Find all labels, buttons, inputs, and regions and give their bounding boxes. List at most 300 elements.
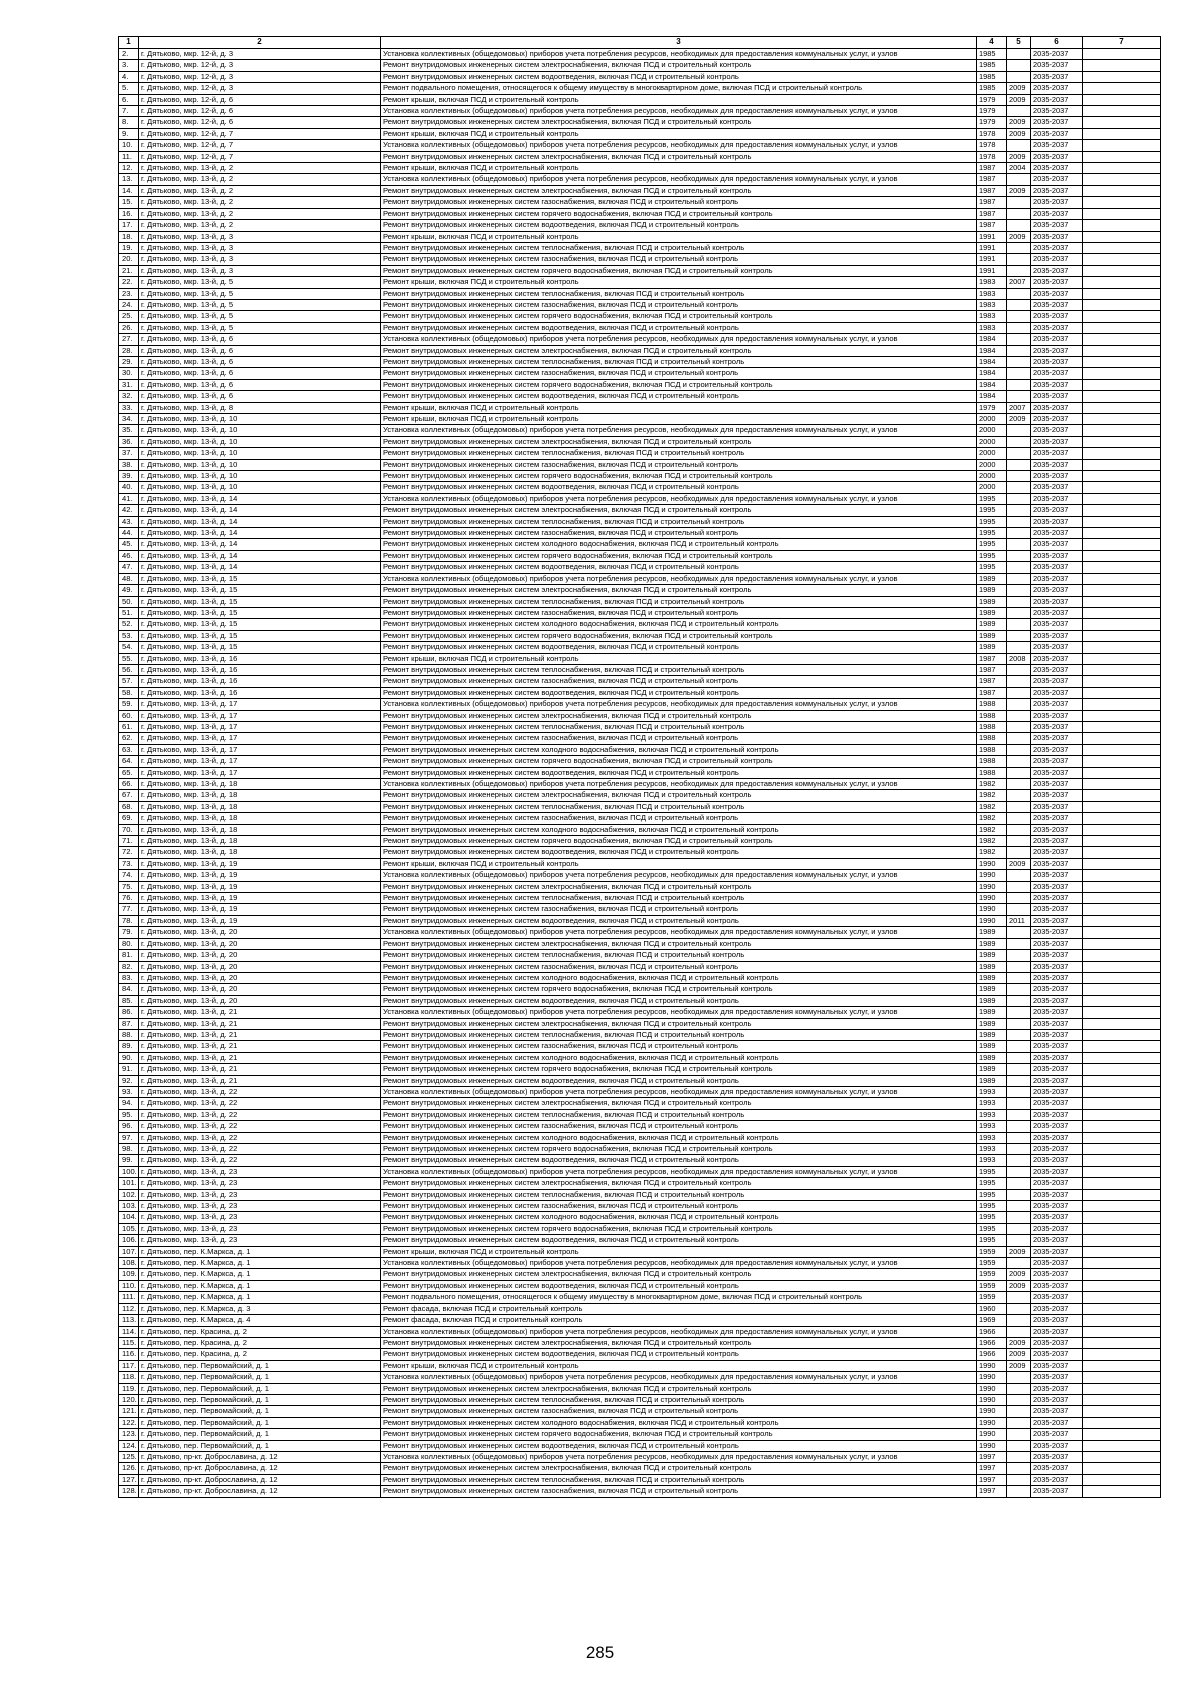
cell-address: г. Дятьково, пер. Первомайский, д. 1 <box>139 1360 381 1371</box>
cell-planned-period: 2035-2037 <box>1031 995 1083 1006</box>
cell-planned-period: 2035-2037 <box>1031 767 1083 778</box>
cell-empty <box>1083 1109 1161 1120</box>
cell-empty <box>1083 1474 1161 1485</box>
cell-work-type: Ремонт внутридомовых инженерных систем холодного водоснабжения, включая ПСД и строительный контроль <box>381 1052 977 1063</box>
cell-year-last-repair <box>1007 425 1031 436</box>
cell-address: г. Дятьково, мкр. 13-й, д. 19 <box>139 893 381 904</box>
cell-work-type: Ремонт внутридомовых инженерных систем газоснабжения, включая ПСД и строительный контроль <box>381 607 977 618</box>
cell-row-number: 103. <box>119 1201 139 1212</box>
cell-planned-period: 2035-2037 <box>1031 1178 1083 1189</box>
cell-row-number: 117. <box>119 1360 139 1371</box>
cell-row-number: 54. <box>119 642 139 653</box>
cell-planned-period: 2035-2037 <box>1031 972 1083 983</box>
cell-empty <box>1083 1303 1161 1314</box>
cell-address: г. Дятьково, мкр. 12-й, д. 3 <box>139 71 381 82</box>
cell-empty <box>1083 254 1161 265</box>
cell-address: г. Дятьково, мкр. 13-й, д. 10 <box>139 414 381 425</box>
cell-planned-period: 2035-2037 <box>1031 961 1083 972</box>
cell-address: г. Дятьково, мкр. 13-й, д. 2 <box>139 174 381 185</box>
cell-year-last-repair <box>1007 607 1031 618</box>
cell-address: г. Дятьково, мкр. 13-й, д. 15 <box>139 642 381 653</box>
cell-empty <box>1083 436 1161 447</box>
cell-year-built: 1990 <box>977 881 1007 892</box>
cell-work-type: Ремонт внутридомовых инженерных систем холодного водоснабжения, включая ПСД и строительный контроль <box>381 539 977 550</box>
cell-year-last-repair <box>1007 801 1031 812</box>
cell-planned-period: 2035-2037 <box>1031 140 1083 151</box>
cell-year-built: 1995 <box>977 1178 1007 1189</box>
cell-row-number: 102. <box>119 1189 139 1200</box>
cell-year-last-repair <box>1007 174 1031 185</box>
cell-row-number: 16. <box>119 208 139 219</box>
cell-row-number: 74. <box>119 870 139 881</box>
cell-empty <box>1083 847 1161 858</box>
cell-address: г. Дятьково, мкр. 13-й, д. 18 <box>139 779 381 790</box>
table-row <box>119 1292 1161 1303</box>
cell-empty <box>1083 585 1161 596</box>
cell-address: г. Дятьково, мкр. 13-й, д. 18 <box>139 790 381 801</box>
cell-address: г. Дятьково, пер. Красина, д. 2 <box>139 1326 381 1337</box>
cell-address: г. Дятьково, мкр. 13-й, д. 2 <box>139 197 381 208</box>
cell-address: г. Дятьково, мкр. 13-й, д. 18 <box>139 847 381 858</box>
cell-address: г. Дятьково, мкр. 13-й, д. 17 <box>139 767 381 778</box>
cell-planned-period: 2035-2037 <box>1031 984 1083 995</box>
cell-work-type: Ремонт внутридомовых инженерных систем газоснабжения, включая ПСД и строительный контроль <box>381 254 977 265</box>
cell-planned-period: 2035-2037 <box>1031 471 1083 482</box>
cell-work-type: Ремонт внутридомовых инженерных систем водоотведения, включая ПСД и строительный контроль <box>381 1235 977 1246</box>
table-row <box>119 1360 1161 1371</box>
cell-year-built: 2000 <box>977 482 1007 493</box>
cell-year-built: 1995 <box>977 1166 1007 1177</box>
cell-empty <box>1083 1326 1161 1337</box>
cell-row-number: 112. <box>119 1303 139 1314</box>
cell-year-last-repair <box>1007 642 1031 653</box>
cell-year-built: 1989 <box>977 619 1007 630</box>
cell-address: г. Дятьково, мкр. 13-й, д. 17 <box>139 756 381 767</box>
table-row <box>119 870 1161 881</box>
table-row <box>119 1064 1161 1075</box>
cell-empty <box>1083 140 1161 151</box>
cell-row-number: 25. <box>119 311 139 322</box>
table-row <box>119 767 1161 778</box>
cell-planned-period: 2035-2037 <box>1031 94 1083 105</box>
cell-work-type: Ремонт внутридомовых инженерных систем горячего водоснабжения, включая ПСД и строительный контроль <box>381 1223 977 1234</box>
cell-work-type: Ремонт внутридомовых инженерных систем холодного водоснабжения, включая ПСД и строительный контроль <box>381 972 977 983</box>
cell-row-number: 99. <box>119 1155 139 1166</box>
cell-empty <box>1083 1269 1161 1280</box>
table-row <box>119 322 1161 333</box>
cell-year-built: 1987 <box>977 676 1007 687</box>
cell-work-type: Ремонт внутридомовых инженерных систем теплоснабжения, включая ПСД и строительный контроль <box>381 1189 977 1200</box>
cell-empty <box>1083 60 1161 71</box>
cell-year-last-repair: 2009 <box>1007 231 1031 242</box>
table-row <box>119 699 1161 710</box>
table-row <box>119 836 1161 847</box>
cell-year-last-repair: 2007 <box>1007 277 1031 288</box>
cell-year-built: 1966 <box>977 1337 1007 1348</box>
cell-work-type: Ремонт внутридомовых инженерных систем теплоснабжения, включая ПСД и строительный контроль <box>381 448 977 459</box>
cell-year-last-repair <box>1007 710 1031 721</box>
cell-planned-period: 2035-2037 <box>1031 288 1083 299</box>
cell-work-type: Ремонт внутридомовых инженерных систем теплоснабжения, включая ПСД и строительный контроль <box>381 893 977 904</box>
cell-year-built: 1993 <box>977 1121 1007 1132</box>
cell-address: г. Дятьково, мкр. 13-й, д. 23 <box>139 1223 381 1234</box>
cell-year-last-repair <box>1007 938 1031 949</box>
cell-year-last-repair <box>1007 60 1031 71</box>
cell-work-type: Ремонт внутридомовых инженерных систем теплоснабжения, включая ПСД и строительный контроль <box>381 356 977 367</box>
cell-empty <box>1083 265 1161 276</box>
cell-address: г. Дятьково, мкр. 13-й, д. 19 <box>139 858 381 869</box>
cell-work-type: Ремонт внутридомовых инженерных систем горячего водоснабжения, включая ПСД и строительный контроль <box>381 756 977 767</box>
table-row <box>119 756 1161 767</box>
cell-address: г. Дятьково, мкр. 13-й, д. 5 <box>139 277 381 288</box>
cell-planned-period: 2035-2037 <box>1031 71 1083 82</box>
table-row <box>119 436 1161 447</box>
cell-planned-period: 2035-2037 <box>1031 1269 1083 1280</box>
cell-year-built: 1989 <box>977 607 1007 618</box>
header-col-5: 5 <box>1007 37 1031 49</box>
cell-row-number: 36. <box>119 436 139 447</box>
cell-year-built: 1979 <box>977 94 1007 105</box>
cell-planned-period: 2035-2037 <box>1031 1349 1083 1360</box>
cell-year-built: 1983 <box>977 311 1007 322</box>
cell-year-built: 1995 <box>977 1223 1007 1234</box>
cell-row-number: 77. <box>119 904 139 915</box>
cell-address: г. Дятьково, мкр. 13-й, д. 14 <box>139 562 381 573</box>
cell-address: г. Дятьково, мкр. 12-й, д. 7 <box>139 151 381 162</box>
cell-year-built: 1987 <box>977 174 1007 185</box>
cell-address: г. Дятьково, мкр. 13-й, д. 22 <box>139 1086 381 1097</box>
cell-empty <box>1083 893 1161 904</box>
cell-empty <box>1083 539 1161 550</box>
cell-planned-period: 2035-2037 <box>1031 528 1083 539</box>
cell-year-built: 1990 <box>977 870 1007 881</box>
cell-row-number: 11. <box>119 151 139 162</box>
cell-year-last-repair <box>1007 562 1031 573</box>
cell-planned-period: 2035-2037 <box>1031 516 1083 527</box>
cell-address: г. Дятьково, мкр. 13-й, д. 19 <box>139 870 381 881</box>
cell-row-number: 56. <box>119 664 139 675</box>
cell-work-type: Ремонт внутридомовых инженерных систем электроснабжения, включая ПСД и строительный контроль <box>381 505 977 516</box>
cell-year-built: 1982 <box>977 813 1007 824</box>
cell-work-type: Установка коллективных (общедомовых) приборов учета потребления ресурсов, необходимых для предоставления коммунальных услуг, и узлов <box>381 493 977 504</box>
table-row <box>119 448 1161 459</box>
cell-row-number: 90. <box>119 1052 139 1063</box>
cell-row-number: 80. <box>119 938 139 949</box>
cell-planned-period: 2035-2037 <box>1031 1155 1083 1166</box>
table-row <box>119 995 1161 1006</box>
cell-planned-period: 2035-2037 <box>1031 505 1083 516</box>
cell-empty <box>1083 231 1161 242</box>
cell-year-last-repair: 2009 <box>1007 185 1031 196</box>
cell-year-last-repair <box>1007 1315 1031 1326</box>
cell-work-type: Ремонт внутридомовых инженерных систем горячего водоснабжения, включая ПСД и строительный контроль <box>381 471 977 482</box>
cell-year-built: 1990 <box>977 858 1007 869</box>
cell-year-built: 1993 <box>977 1132 1007 1143</box>
cell-work-type: Ремонт внутридомовых инженерных систем газоснабжения, включая ПСД и строительный контроль <box>381 733 977 744</box>
cell-year-last-repair <box>1007 254 1031 265</box>
cell-year-last-repair: 2009 <box>1007 83 1031 94</box>
cell-planned-period: 2035-2037 <box>1031 1235 1083 1246</box>
cell-planned-period: 2035-2037 <box>1031 858 1083 869</box>
cell-year-built: 1982 <box>977 801 1007 812</box>
cell-work-type: Ремонт внутридомовых инженерных систем электроснабжения, включая ПСД и строительный контроль <box>381 938 977 949</box>
cell-planned-period: 2035-2037 <box>1031 311 1083 322</box>
cell-year-last-repair <box>1007 1223 1031 1234</box>
cell-row-number: 28. <box>119 345 139 356</box>
cell-address: г. Дятьково, мкр. 13-й, д. 22 <box>139 1109 381 1120</box>
cell-row-number: 105. <box>119 1223 139 1234</box>
table-row <box>119 721 1161 732</box>
cell-empty <box>1083 106 1161 117</box>
cell-empty <box>1083 1280 1161 1291</box>
cell-work-type: Ремонт внутридомовых инженерных систем электроснабжения, включая ПСД и строительный контроль <box>381 710 977 721</box>
cell-year-last-repair: 2009 <box>1007 858 1031 869</box>
table-row <box>119 972 1161 983</box>
cell-work-type: Ремонт внутридомовых инженерных систем электроснабжения, включая ПСД и строительный контроль <box>381 1018 977 1029</box>
cell-work-type: Ремонт крыши, включая ПСД и строительный контроль <box>381 128 977 139</box>
table-row <box>119 1349 1161 1360</box>
cell-work-type: Ремонт крыши, включая ПСД и строительный контроль <box>381 1360 977 1371</box>
cell-year-built: 1978 <box>977 128 1007 139</box>
cell-address: г. Дятьково, мкр. 13-й, д. 17 <box>139 699 381 710</box>
cell-work-type: Ремонт внутридомовых инженерных систем холодного водоснабжения, включая ПСД и строительный контроль <box>381 744 977 755</box>
cell-address: г. Дятьково, мкр. 12-й, д. 3 <box>139 49 381 60</box>
cell-year-last-repair: 2007 <box>1007 402 1031 413</box>
cell-planned-period: 2035-2037 <box>1031 436 1083 447</box>
table-row <box>119 927 1161 938</box>
cell-planned-period: 2035-2037 <box>1031 927 1083 938</box>
cell-year-last-repair <box>1007 1326 1031 1337</box>
cell-row-number: 106. <box>119 1235 139 1246</box>
cell-row-number: 26. <box>119 322 139 333</box>
cell-empty <box>1083 1349 1161 1360</box>
cell-planned-period: 2035-2037 <box>1031 1463 1083 1474</box>
cell-year-last-repair <box>1007 391 1031 402</box>
cell-year-built: 1987 <box>977 687 1007 698</box>
cell-address: г. Дятьково, мкр. 13-й, д. 23 <box>139 1178 381 1189</box>
cell-row-number: 79. <box>119 927 139 938</box>
cell-year-built: 1959 <box>977 1246 1007 1257</box>
cell-work-type: Ремонт внутридомовых инженерных систем водоотведения, включая ПСД и строительный контроль <box>381 482 977 493</box>
cell-year-last-repair <box>1007 961 1031 972</box>
cell-row-number: 71. <box>119 836 139 847</box>
cell-address: г. Дятьково, мкр. 13-й, д. 20 <box>139 972 381 983</box>
cell-empty <box>1083 915 1161 926</box>
cell-address: г. Дятьково, мкр. 12-й, д. 7 <box>139 128 381 139</box>
cell-year-last-repair <box>1007 813 1031 824</box>
cell-planned-period: 2035-2037 <box>1031 345 1083 356</box>
cell-empty <box>1083 493 1161 504</box>
cell-work-type: Ремонт крыши, включая ПСД и строительный контроль <box>381 277 977 288</box>
cell-planned-period: 2035-2037 <box>1031 493 1083 504</box>
cell-work-type: Ремонт внутридомовых инженерных систем электроснабжения, включая ПСД и строительный контроль <box>381 60 977 71</box>
cell-work-type: Ремонт внутридомовых инженерных систем холодного водоснабжения, включая ПСД и строительный контроль <box>381 1212 977 1223</box>
cell-empty <box>1083 1463 1161 1474</box>
cell-address: г. Дятьково, пр-кт. Доброславина, д. 12 <box>139 1463 381 1474</box>
cell-row-number: 15. <box>119 197 139 208</box>
cell-address: г. Дятьково, мкр. 13-й, д. 20 <box>139 984 381 995</box>
cell-work-type: Ремонт внутридомовых инженерных систем электроснабжения, включая ПСД и строительный контроль <box>381 1269 977 1280</box>
cell-work-type: Установка коллективных (общедомовых) приборов учета потребления ресурсов, необходимых для предоставления коммунальных услуг, и узлов <box>381 573 977 584</box>
cell-row-number: 70. <box>119 824 139 835</box>
cell-row-number: 10. <box>119 140 139 151</box>
cell-address: г. Дятьково, мкр. 13-й, д. 18 <box>139 824 381 835</box>
cell-work-type: Ремонт внутридомовых инженерных систем горячего водоснабжения, включая ПСД и строительный контроль <box>381 550 977 561</box>
cell-empty <box>1083 1258 1161 1269</box>
cell-year-last-repair <box>1007 995 1031 1006</box>
cell-empty <box>1083 1018 1161 1029</box>
cell-year-last-repair <box>1007 619 1031 630</box>
cell-work-type: Ремонт внутридомовых инженерных систем теплоснабжения, включая ПСД и строительный контроль <box>381 1109 977 1120</box>
cell-work-type: Ремонт внутридомовых инженерных систем водоотведения, включая ПСД и строительный контроль <box>381 71 977 82</box>
cell-work-type: Ремонт внутридомовых инженерных систем электроснабжения, включая ПСД и строительный контроль <box>381 1463 977 1474</box>
cell-year-last-repair <box>1007 1201 1031 1212</box>
cell-row-number: 55. <box>119 653 139 664</box>
cell-address: г. Дятьково, пер. Первомайский, д. 1 <box>139 1417 381 1428</box>
table-row <box>119 49 1161 60</box>
cell-row-number: 57. <box>119 676 139 687</box>
cell-work-type: Ремонт внутридомовых инженерных систем газоснабжения, включая ПСД и строительный контроль <box>381 1201 977 1212</box>
cell-year-built: 1995 <box>977 550 1007 561</box>
table-row <box>119 585 1161 596</box>
table-row <box>119 402 1161 413</box>
cell-year-last-repair <box>1007 459 1031 470</box>
cell-year-built: 1959 <box>977 1292 1007 1303</box>
cell-work-type: Установка коллективных (общедомовых) приборов учета потребления ресурсов, необходимых для предоставления коммунальных услуг, и узлов <box>381 927 977 938</box>
table-row <box>119 1166 1161 1177</box>
cell-year-built: 1989 <box>977 1064 1007 1075</box>
cell-year-last-repair <box>1007 1474 1031 1485</box>
cell-year-built: 1990 <box>977 893 1007 904</box>
table-row <box>119 1098 1161 1109</box>
cell-empty <box>1083 1372 1161 1383</box>
cell-address: г. Дятьково, мкр. 13-й, д. 14 <box>139 528 381 539</box>
cell-year-built: 1990 <box>977 915 1007 926</box>
cell-year-built: 1995 <box>977 528 1007 539</box>
cell-address: г. Дятьково, пер. Первомайский, д. 1 <box>139 1372 381 1383</box>
table-row <box>119 345 1161 356</box>
cell-address: г. Дятьково, мкр. 13-й, д. 8 <box>139 402 381 413</box>
cell-planned-period: 2035-2037 <box>1031 356 1083 367</box>
cell-year-built: 1995 <box>977 516 1007 527</box>
cell-empty <box>1083 1007 1161 1018</box>
cell-empty <box>1083 117 1161 128</box>
cell-planned-period: 2035-2037 <box>1031 1041 1083 1052</box>
cell-year-last-repair <box>1007 471 1031 482</box>
cell-row-number: 35. <box>119 425 139 436</box>
cell-row-number: 20. <box>119 254 139 265</box>
table-row <box>119 687 1161 698</box>
cell-planned-period: 2035-2037 <box>1031 539 1083 550</box>
cell-work-type: Ремонт внутридомовых инженерных систем теплоснабжения, включая ПСД и строительный контроль <box>381 950 977 961</box>
cell-work-type: Ремонт внутридомовых инженерных систем газоснабжения, включая ПСД и строительный контроль <box>381 813 977 824</box>
cell-empty <box>1083 562 1161 573</box>
table-row <box>119 277 1161 288</box>
cell-work-type: Ремонт внутридомовых инженерных систем газоснабжения, включая ПСД и строительный контроль <box>381 528 977 539</box>
cell-address: г. Дятьково, мкр. 13-й, д. 23 <box>139 1212 381 1223</box>
cell-empty <box>1083 676 1161 687</box>
cell-year-built: 1966 <box>977 1349 1007 1360</box>
cell-row-number: 76. <box>119 893 139 904</box>
cell-row-number: 92. <box>119 1075 139 1086</box>
cell-year-built: 1983 <box>977 299 1007 310</box>
cell-work-type: Установка коллективных (общедомовых) приборов учета потребления ресурсов, необходимых для предоставления коммунальных услуг, и узлов <box>381 106 977 117</box>
cell-year-built: 2000 <box>977 471 1007 482</box>
cell-year-built: 1990 <box>977 1360 1007 1371</box>
cell-work-type: Ремонт внутридомовых инженерных систем водоотведения, включая ПСД и строительный контроль <box>381 1075 977 1086</box>
cell-row-number: 51. <box>119 607 139 618</box>
cell-row-number: 43. <box>119 516 139 527</box>
table-row <box>119 83 1161 94</box>
cell-row-number: 100. <box>119 1166 139 1177</box>
table-row <box>119 299 1161 310</box>
cell-empty <box>1083 870 1161 881</box>
cell-empty <box>1083 368 1161 379</box>
table-row <box>119 185 1161 196</box>
cell-row-number: 37. <box>119 448 139 459</box>
cell-work-type: Установка коллективных (общедомовых) приборов учета потребления ресурсов, необходимых для предоставления коммунальных услуг, и узлов <box>381 140 977 151</box>
cell-row-number: 9. <box>119 128 139 139</box>
cell-year-built: 2000 <box>977 448 1007 459</box>
cell-planned-period: 2035-2037 <box>1031 893 1083 904</box>
cell-year-built: 1995 <box>977 539 1007 550</box>
cell-year-built: 1984 <box>977 334 1007 345</box>
cell-year-last-repair <box>1007 687 1031 698</box>
cell-address: г. Дятьково, мкр. 12-й, д. 6 <box>139 117 381 128</box>
cell-address: г. Дятьково, пер. Красина, д. 2 <box>139 1337 381 1348</box>
cell-year-built: 1993 <box>977 1144 1007 1155</box>
cell-empty <box>1083 528 1161 539</box>
cell-empty <box>1083 414 1161 425</box>
cell-address: г. Дятьково, мкр. 13-й, д. 10 <box>139 459 381 470</box>
cell-empty <box>1083 642 1161 653</box>
cell-row-number: 33. <box>119 402 139 413</box>
cell-row-number: 4. <box>119 71 139 82</box>
cell-empty <box>1083 334 1161 345</box>
cell-year-last-repair: 2009 <box>1007 1349 1031 1360</box>
cell-address: г. Дятьково, пер. Первомайский, д. 1 <box>139 1406 381 1417</box>
cell-row-number: 12. <box>119 163 139 174</box>
cell-empty <box>1083 1337 1161 1348</box>
cell-planned-period: 2035-2037 <box>1031 242 1083 253</box>
cell-address: г. Дятьково, мкр. 13-й, д. 6 <box>139 391 381 402</box>
cell-address: г. Дятьково, мкр. 13-й, д. 19 <box>139 881 381 892</box>
cell-year-built: 1988 <box>977 767 1007 778</box>
table-row <box>119 94 1161 105</box>
cell-year-built: 1989 <box>977 573 1007 584</box>
cell-year-last-repair <box>1007 1189 1031 1200</box>
cell-empty <box>1083 744 1161 755</box>
cell-address: г. Дятьково, пер. К.Маркса, д. 4 <box>139 1315 381 1326</box>
table-row <box>119 1212 1161 1223</box>
cell-planned-period: 2035-2037 <box>1031 448 1083 459</box>
cell-year-last-repair <box>1007 299 1031 310</box>
cell-year-last-repair <box>1007 265 1031 276</box>
cell-row-number: 86. <box>119 1007 139 1018</box>
cell-year-last-repair <box>1007 49 1031 60</box>
table-row <box>119 151 1161 162</box>
cell-planned-period: 2035-2037 <box>1031 1018 1083 1029</box>
table-row <box>119 128 1161 139</box>
cell-planned-period: 2035-2037 <box>1031 1474 1083 1485</box>
table-row <box>119 288 1161 299</box>
table-row <box>119 368 1161 379</box>
cell-year-last-repair <box>1007 1086 1031 1097</box>
cell-year-last-repair <box>1007 847 1031 858</box>
cell-planned-period: 2035-2037 <box>1031 1372 1083 1383</box>
cell-year-last-repair <box>1007 505 1031 516</box>
cell-row-number: 96. <box>119 1121 139 1132</box>
